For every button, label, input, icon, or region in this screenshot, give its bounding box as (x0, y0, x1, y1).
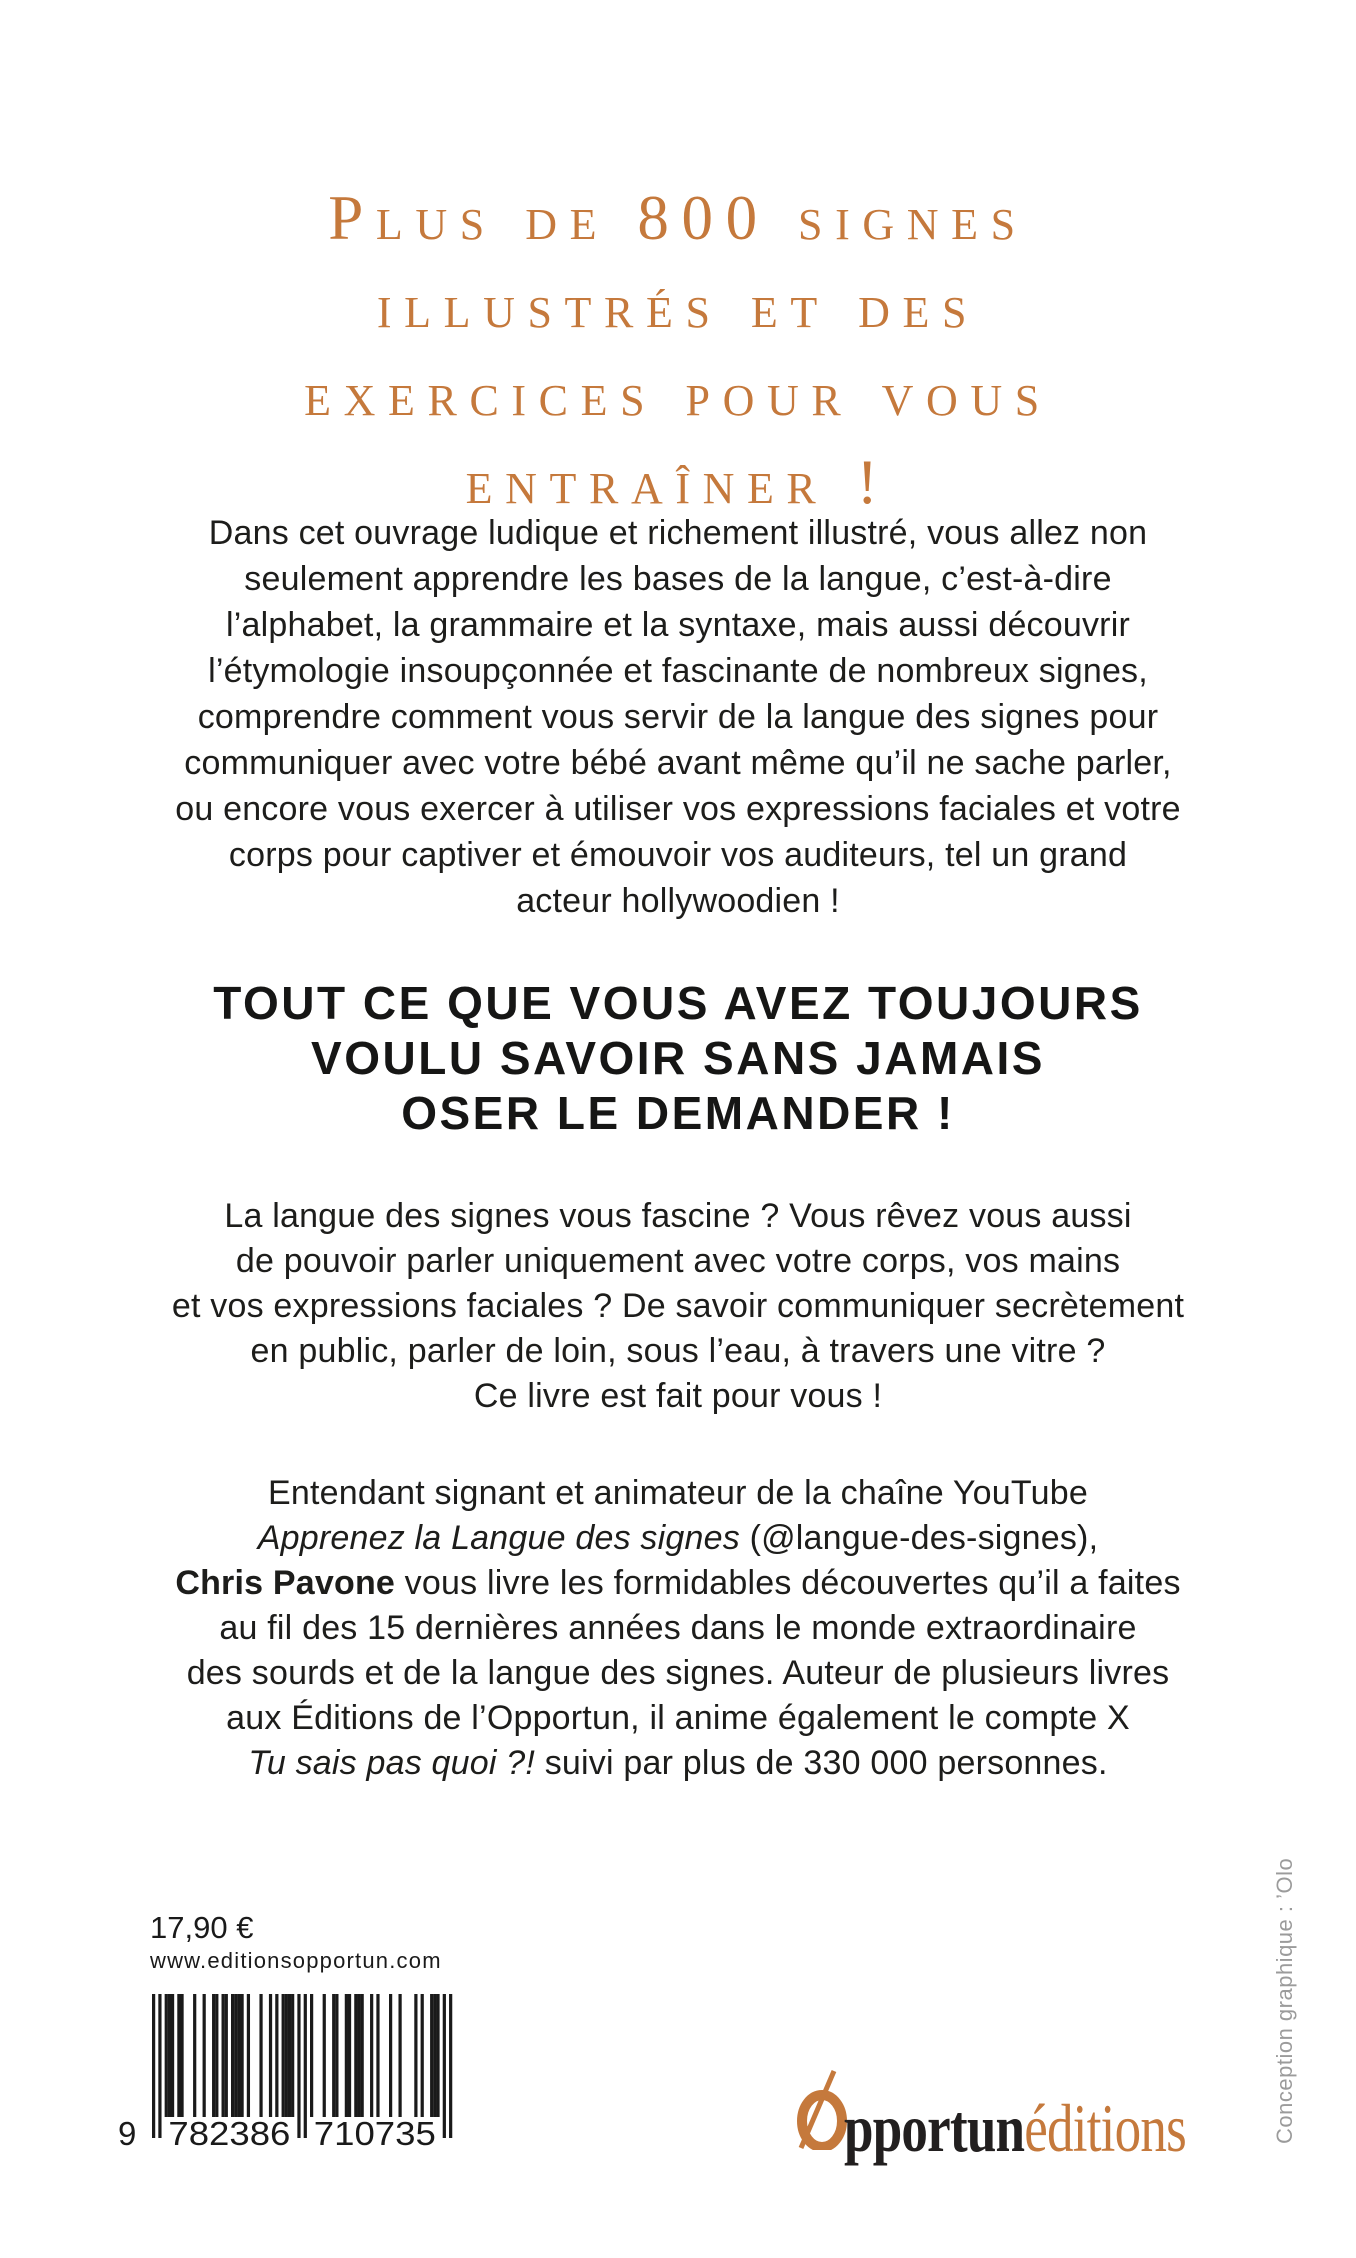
text-line: entraîner ! (465, 447, 891, 517)
text-line: TOUT CE QUE VOUS AVEZ TOUJOURS (213, 977, 1143, 1029)
barcode-svg (112, 1994, 472, 2149)
intro-paragraph (0, 510, 1356, 924)
svg-text:9: 9 (118, 2115, 137, 2149)
text-line: VOULU SAVOIR SANS JAMAIS (311, 1032, 1045, 1084)
text-line: de pouvoir parler uniquement avec votre corps, vos mains (235, 1242, 1121, 1280)
text-line: aux Éditions de l’Opportun, il anime également le compte X (226, 1699, 1130, 1737)
text-line: Entendant signant et animateur de la chaîne YouTube (268, 1474, 1088, 1512)
opportun-o-icon (790, 2070, 852, 2150)
svg-text:782386: 782386 (168, 2115, 291, 2149)
text-line: Tu sais pas quoi ?! suivi par plus de 330 000 personnes. (248, 1744, 1108, 1782)
text-line: l’étymologie insoupçonnée et fascinante de nombreux signes, (208, 652, 1148, 690)
text-line: l’alphabet, la grammaire et la syntaxe, mais aussi découvrir (226, 606, 1130, 644)
text-line: corps pour captiver et émouvoir vos auditeurs, tel un grand (228, 836, 1128, 874)
subhead (0, 976, 1356, 1141)
logo-text-opportun: pportun (844, 2089, 1025, 2166)
text-line: illustrés et des (376, 271, 980, 341)
text-line: comprendre comment vous servir de la langue des signes pour (197, 698, 1159, 736)
publisher-logo (790, 2070, 1282, 2166)
text-line: La langue des signes vous fascine ? Vous rêvez vous aussi (224, 1197, 1132, 1235)
price: 17,90 € (150, 1910, 254, 1945)
svg-text:710735: 710735 (313, 2115, 436, 2149)
text-line: OSER LE DEMANDER ! (401, 1087, 955, 1139)
text-line: exercices pour vous (304, 359, 1052, 429)
design-credit: Conception graphique : ’Olo (1272, 1857, 1297, 2144)
text-line: Ce livre est fait pour vous ! (473, 1377, 883, 1415)
text-line: Dans cet ouvrage ludique et richement illustré, vous allez non (208, 514, 1148, 552)
text-line: ou encore vous exercer à utiliser vos expressions faciales et votre (175, 790, 1181, 828)
website-url: www.editionsopportun.com (150, 1948, 442, 1973)
text-line: en public, parler de loin, sous l’eau, à travers une vitre ? (250, 1332, 1106, 1370)
logo-text-editions: éditions (1024, 2089, 1186, 2166)
logo-text (844, 2089, 1186, 2166)
author-bio (0, 1471, 1356, 1786)
barcode (112, 1994, 472, 2154)
text-line: seulement apprendre les bases de la langue, c’est-à-dire (244, 560, 1112, 598)
text-line: Plus de 800 signes (328, 183, 1028, 253)
text-line: Chris Pavone vous livre les formidables découvertes qu’il a faites (175, 1564, 1181, 1602)
text-line: et vos expressions faciales ? De savoir communiquer secrètement (171, 1287, 1185, 1325)
text-line: au fil des 15 dernières années dans le monde extraordinaire (219, 1609, 1137, 1647)
text-line: acteur hollywoodien ! (516, 882, 840, 920)
pitch-paragraph (0, 1194, 1356, 1419)
text-line: communiquer avec votre bébé avant même qu’il ne sache parler, (184, 744, 1172, 782)
text-line: des sourds et de la langue des signes. Auteur de plusieurs livres (186, 1654, 1170, 1692)
headline (0, 174, 1356, 526)
text-line: Apprenez la Langue des signes (@langue-des-signes), (257, 1519, 1099, 1557)
